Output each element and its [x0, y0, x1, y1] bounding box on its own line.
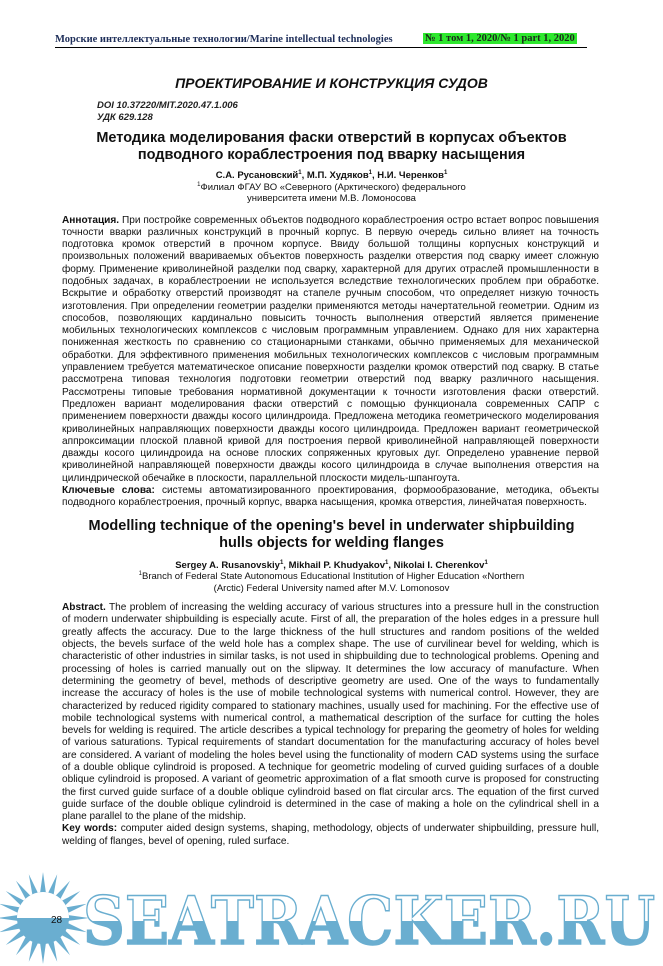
- page-number: 28: [51, 915, 63, 927]
- sun-icon: [0, 872, 89, 964]
- author: Sergey A. Rusanovskiy: [175, 559, 280, 571]
- ru-abstract: Аннотация. При постройке современных объектов подводного кораблестроения остро встает вопрос повышения точности вварки различных конструкций в прочный корпус. В первую очередь сильно влияет на точность подготовка кромок отверстий в прочном корпусе. Ввиду большой толщины корпусных конструкций и произвольных положений ввариваемых объектов поверхность разделки отверстия под сварку имеет сложную форму. Применение криволинейной разделки под сварку, характерной для других отраслей промышленности в подобных задачах, в кораблестроении не используется вследствие технологических проблем при обработке. Вскрытие и обработку отверстий производят на стапеле ручным способом, что определяет низкую точность изготовления. При определении геометрии разделки применяются методы начертательной геометрии. Одним из способов, позволяющих кардинально повысить точность выполнения отверстий является применение мобильных технологических комплексов с числовым программным управлением. Однако для них характерна пониженная жесткость по сравнению со стационарными станками, обычно применяемых для механической обработки. Для эффективного применения мобильных технологических комплексов с числовым программным управлением требуется математическое описание поверхности разделки кромок отверстий под сварку. В статье рассмотрена типовая технология подготовки геометрии отверстий под вварку различного насыщения. Рассмотрены типовые требования нормативной документации к точности изготовления фаски отверстий. Предложен вариант моделирования фаски отверстий с помощью функционала современных САПР с применением поверхности дважды косого цилиндроида. Предложена методика геометрического моделирования криволинейных направляющих поверхности дважды косого цилиндроида. Предложен вариант геометрической аппроксимации плоской плавной кривой для построения первой криволинейной направляющей поверхности дважды косого цилиндроида на основе плоских сопряженных круговых дуг. Определено уравнение первой криволинейной направляющей поверхности дважды косого цилиндроида в случае выполнения отверстия на цилиндрической обечайке в плоскости, параллельной плоскости мидель-шпангоута. Ключевые слова: системы автоматизированного проектирования, формообразование, методика, объекты подводного кораблестроения, прочный корпус, вварка насыщения, кромка отверстия, линейчатая поверхность.: [62, 214, 600, 509]
- doi-block: [97, 100, 663, 124]
- running-header: [55, 33, 587, 48]
- ru-authors: С.А. Русановский$^1$, М.П. Худяков$^1$, Н.И. Черенков$^1$: [215, 169, 448, 181]
- en-title: Modelling technique of the opening's bevel in underwater shipbuilding hulls objects for welding flanges: [88, 517, 575, 551]
- author: Н.И. Черенков: [377, 170, 444, 181]
- keywords-label: Key words:: [62, 823, 118, 835]
- sun-ray: [40, 942, 46, 964]
- en-abstract: Abstract. The problem of increasing the welding accuracy of various structures into a pressure hull in the construction of modern underwater shipbuilding is especially acute. First of all, the preparation of the holes edges in a pressure hull greatly affects the accuracy. Due to the large thickness of the hull structures and random positions of the welded objects, the bevels surface of the weld hole has a complex shape. The use of curvilinear bevel for welding, which is characteristic of other industries in similar tasks, is not used in shipbuilding due to technological problems. Opening and processing of holes is carried manually out on the slipway. It determines the low accuracy of manufacture. When determining the geometry of bevel, methods of descriptive geometry are used. One of the ways to fundamentally increase the accuracy of holes is the use of mobile technological systems with numerical control. However, they are characterized by reduced rigidity compared to stationary machines, usually used for machining. For the effective use of mobile technological systems with numerical control, a mathematical description of the surface for cutting the holes bevels for welding is required. The article describes a typical technology for preparing the geometry of holes for welding of various saturations. Typical requirements of standart documentation for the manufacturing accuracy of holes bevel are considered. A variant of modeling the holes bevel using the functionality of modern CAD systems using the surface of a double oblique cylindroid is proposed. A technique for geometric modeling of curved guiding surfaces of a double oblique cylindroid is proposed. A variant of geometric approximation of a flat smooth curve is proposed for constructing the first curved guide surface of a double oblique cylindroid based on flat circular arcs. The equation of the first curved guide surface of the double oblique cylindroid is determined in the case of making a hole on the cylindrical shell in a plane parallel to the plane of the midship. Key words: computer aided design systems, shaping, methodology, objects of underwater shipbuilding, pressure hull, welding of flanges, bevel of opening, ruled surface.: [62, 602, 599, 847]
- doi: DOI 10.37220/MIT.2020.47.1.006: [97, 100, 238, 111]
- keywords: системы автоматизированного проектирования, формообразование, методика, объекты подводного кораблестроения, прочный корпус, вварка насыщения, кромка отверстия, линейчатая поверхность.: [62, 485, 600, 509]
- udk: УДК 629.128: [97, 112, 153, 123]
- author: Nikolai I. Cherenkov: [393, 559, 485, 571]
- issue-badge: № 1 том 1, 2020/№ 1 part 1, 2020: [425, 33, 575, 44]
- watermark-text: SEATRACKER.RU: [83, 882, 655, 961]
- ru-title: Методика моделирования фаски отверстий в корпусах объектов подводного кораблестроения под вварку насыщения: [96, 130, 567, 163]
- author: С.А. Русановский: [215, 170, 299, 181]
- abstract-label: Abstract.: [62, 602, 106, 614]
- ru-affiliation: $^1$Филиал ФГАУ ВО «Северного (Арктического) федерального университета имени М.В. Ломоносова: [197, 181, 466, 204]
- keywords-label: Ключевые слова:: [62, 485, 155, 497]
- section-heading: ПРОЕКТИРОВАНИЕ И КОНСТРУКЦИЯ СУДОВ: [175, 75, 488, 91]
- en-affiliation: $^1$Branch of Federal State Autonomous Educational Institution of Higher Education «Northern (Arctic) Federal University named after M.V. Lomonosov: [138, 570, 525, 594]
- watermark: [0, 862, 663, 966]
- keywords: computer aided design systems, shaping, methodology, objects of underwater shipbuilding, pressure hull, welding of flanges, bevel of opening, ruled surface.: [62, 823, 599, 847]
- sun-ray: [40, 872, 46, 894]
- en-authors: Sergey A. Rusanovskiy$^1$, Mikhail P. Khudyakov$^1$, Nikolai I. Cherenkov$^1$: [175, 559, 488, 571]
- abstract-label: Аннотация.: [62, 214, 120, 226]
- sun-ray: [0, 915, 19, 921]
- journal-name: Морские интеллектуальные технологии/Marine intellectual technologies: [55, 34, 393, 45]
- author: М.П. Худяков: [306, 170, 369, 181]
- author: Mikhail P. Khudyakov: [288, 559, 386, 571]
